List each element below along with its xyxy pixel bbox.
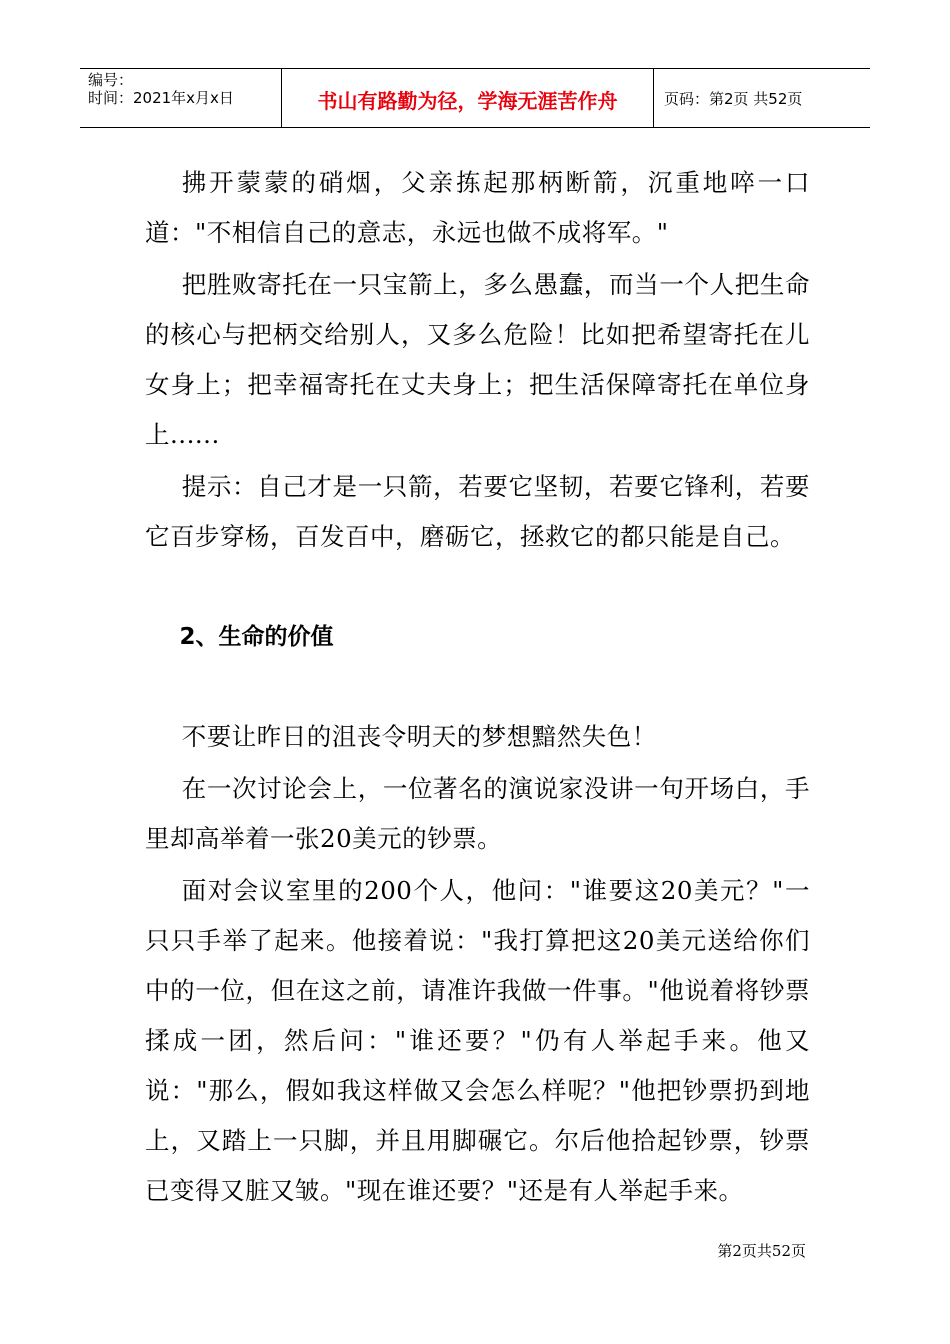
paragraph: 在一次讨论会上，一位著名的演说家没讲一句开场白，手里却高举着一张20美元的钞票。 bbox=[145, 774, 810, 853]
paragraph: 提示：自己才是一只箭，若要它坚韧，若要它锋利，若要它百步穿杨，百发百中，磨砺它，拯救它的都只能是自己。 bbox=[145, 472, 810, 551]
page-header bbox=[80, 68, 870, 128]
header-meta bbox=[80, 69, 282, 127]
header-page-info: 页码：第2页 共52页 bbox=[664, 89, 803, 108]
section-heading: 2、生命的价值 bbox=[179, 624, 334, 650]
document-number-label: 编号： bbox=[88, 71, 134, 89]
document-body bbox=[145, 158, 810, 1218]
header-motto: 书山有路勤为径，学海无涯苦作舟 bbox=[282, 69, 654, 127]
paragraph: 拂开蒙蒙的硝烟，父亲拣起那柄断箭，沉重地啐一口道："不相信自己的意志，永远也做不成将军。" bbox=[145, 168, 810, 247]
paragraph: 不要让昨日的沮丧令明天的梦想黯然失色！ bbox=[181, 722, 657, 751]
page-footer: 第2页共52页 bbox=[717, 1242, 806, 1260]
paragraph: 面对会议室里的200个人，他问："谁要这20美元？"一只只手举了起来。他接着说："我打算把这20美元送给你们中的一位，但在这之前，请准许我做一件事。"他说着将钞票揉成一团，然后问："谁还要？"仍有人举起手来。他又说："那么，假如我这样做又会怎么样呢？"他把钞票扔到地上，又踏上一只脚，并且用脚碾它。尔后他拾起钞票，钞票已变得又脏又皱。"现在谁还要？"还是有人举起手来。 bbox=[145, 876, 810, 1205]
document-date: 时间：2021年x月x日 bbox=[88, 89, 234, 107]
paragraph: 把胜败寄托在一只宝箭上，多么愚蠢，而当一个人把生命的核心与把柄交给别人，又多么危险！比如把希望寄托在儿女身上；把幸福寄托在丈夫身上；把生活保障寄托在单位身上...... bbox=[145, 270, 810, 449]
